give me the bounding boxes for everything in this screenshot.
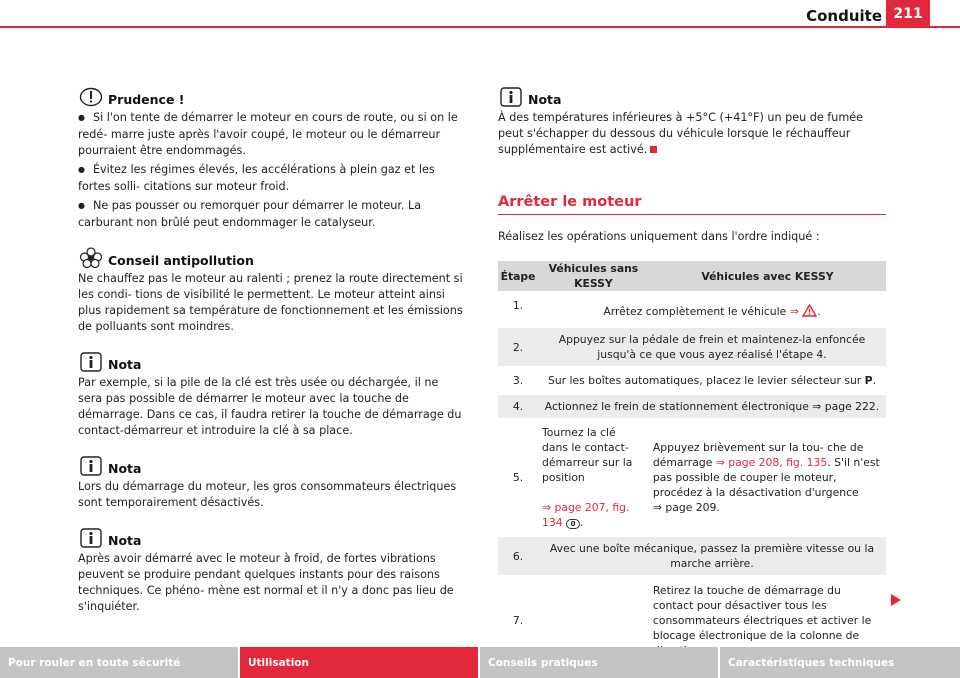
step-number: 1. — [512, 299, 524, 312]
nota-block — [78, 527, 466, 615]
conseil-text: Ne chauffez pas le moteur au ralenti ; prenez la route directement si les condi- tions de visibilité le permettent. Le moteur atteint ainsi plus rapidement sa température de fonctionnement et les émissions de polluants sont moindres. — [78, 272, 463, 333]
step-number: 3. — [512, 374, 524, 387]
nota-text: Par exemple, si la pile de la clé est très usée ou déchargée, il ne sera pas possible de démarrer le moteur avec la touche de démarrage. Dans ce cas, il faudra retirer la touche de démarrage du contact-démarreur et introduire la clé à sa place. — [78, 376, 462, 437]
header-rule — [0, 26, 960, 28]
info-icon — [498, 86, 524, 108]
step-text — [538, 368, 886, 394]
footer-tab-utilisation[interactable]: Utilisation — [240, 647, 480, 678]
right-column — [498, 86, 886, 663]
info-icon — [78, 527, 104, 549]
table-header-step: Étape — [498, 261, 538, 293]
prudence-bullet: ● Évitez les régimes élevés, les accélérations à plein gaz et les fortes solli- citations sur moteur froid. — [78, 162, 466, 195]
step-text-content: Arrêtez complètement le véhicule — [603, 305, 787, 318]
steps-table — [498, 261, 886, 663]
flower-icon — [78, 247, 104, 269]
step-number: 7. — [512, 613, 524, 627]
intro-text: Réalisez les opérations uniquement dans l'ordre indiqué : — [498, 230, 820, 243]
reference-arrow: ⇒ — [789, 305, 799, 318]
table-header-with-kessy: Véhicules avec KESSY — [649, 261, 886, 293]
info-icon — [78, 351, 104, 373]
page-title: Conduite — [806, 7, 882, 25]
nota-title: Nota — [528, 92, 562, 107]
caution-icon — [78, 86, 104, 108]
prudence-bullet: ● Si l'on tente de démarrer le moteur en cours de route, ou si on le redé- marre juste après l'avoir coupé, le moteur ou le démarreur pourraient être endommagés. — [78, 110, 466, 159]
table-row — [498, 368, 886, 394]
page-reference-link[interactable]: ⇒ page 207, fig. 134 — [542, 501, 630, 529]
step-text-with-kessy — [649, 420, 886, 536]
page-reference: ⇒ page 209. — [652, 501, 720, 514]
nota-text: Après avoir démarré avec le moteur à froid, de fortes vibrations peuvent se produire pendant quelques instants pour des raisons techniques. Ce phéno- mène est normal et il n'y a donc pas lieu de s'inquiéter. — [78, 552, 454, 613]
footer-tab-specs[interactable]: Caractéristiques techniques — [728, 656, 895, 669]
footer-tab-safety[interactable]: Pour rouler en toute sécurité — [0, 647, 240, 678]
nota-block — [78, 455, 466, 511]
warning-triangle-icon — [802, 304, 817, 321]
step-end: . — [872, 374, 877, 387]
conseil-block — [78, 247, 466, 335]
step-number: 4. — [498, 394, 538, 420]
table-row — [498, 293, 886, 327]
step-text-content: . S'il n'est pas possible de couper le moteur, procédez à la désactivation d'urgence — [652, 456, 880, 499]
prudence-bullet: ● Ne pas pousser ou remorquer pour démarrer le moteur. La carburant non brûlé peut endommager le catalyseur. — [78, 198, 466, 231]
gear-position: P — [864, 374, 873, 387]
step-number: 5. — [512, 471, 524, 484]
step-end: . — [580, 516, 584, 529]
section-title: Arrêter le moteur — [498, 194, 886, 215]
left-column — [78, 86, 466, 631]
nota-text: Lors du démarrage du moteur, les gros consommateurs électriques sont temporairement désactivés. — [78, 480, 457, 509]
step-number: 2. — [498, 327, 538, 368]
table-row — [498, 420, 886, 536]
table-row — [498, 536, 886, 577]
footer-nav — [0, 647, 960, 678]
nota-block — [78, 351, 466, 439]
page-reference-link[interactable]: ⇒ page 208, fig. 135 — [715, 456, 828, 469]
step-text: Actionnez le frein de stationnement électronique ⇒ page 222. — [538, 394, 886, 420]
conseil-title: Conseil antipollution — [108, 253, 254, 268]
nota-block — [498, 86, 886, 158]
prudence-block — [78, 86, 466, 231]
step-text-content: Tournez la clé dans le contact- démarreur sur la position — [542, 426, 633, 484]
prudence-title: Prudence ! — [108, 92, 185, 107]
nota-text — [498, 110, 886, 158]
nota-text-content: À des températures inférieures à +5°C (+41°F) un peu de fumée peut s'échapper du dessous du véhicule lorsque le réchauffeur supplémentaire est activé. — [498, 111, 863, 156]
next-page-arrow-icon[interactable] — [888, 592, 904, 613]
step-text-content: Appuyez brièvement sur la tou- che de démarrage — [652, 441, 864, 469]
table-row — [498, 394, 886, 420]
step-text — [538, 293, 886, 327]
nota-title: Nota — [108, 461, 142, 476]
table-header-without-kessy: Véhicules sans KESSY — [538, 261, 649, 293]
table-row — [498, 327, 886, 368]
step-number: 6. — [498, 536, 538, 577]
page-number: 211 — [886, 0, 930, 28]
key-position-badge: 0 — [566, 519, 580, 529]
nota-title: Nota — [108, 357, 142, 372]
step-text: Appuyez sur la pédale de frein et maintenez-la enfoncée jusqu'à ce que vous ayez réalisé l'étape 4. — [538, 327, 886, 368]
end-marker — [650, 146, 657, 153]
footer-tab-conseils[interactable]: Conseils pratiques — [480, 647, 720, 678]
info-icon — [78, 455, 104, 477]
nota-title: Nota — [108, 533, 142, 548]
step-end: . — [817, 305, 821, 318]
step-text-content: Sur les boîtes automatiques, placez le levier sélecteur sur — [547, 374, 865, 387]
step-text-with-kessy: Retirez la touche de démarrage du contact pour désactiver tous les consommateurs électriques et activer le blocage électronique de la colonne de — [652, 583, 872, 642]
step-text-without-kessy — [538, 420, 649, 536]
step-text: Avec une boîte mécanique, passez la première vitesse ou la marche arrière. — [538, 536, 886, 577]
